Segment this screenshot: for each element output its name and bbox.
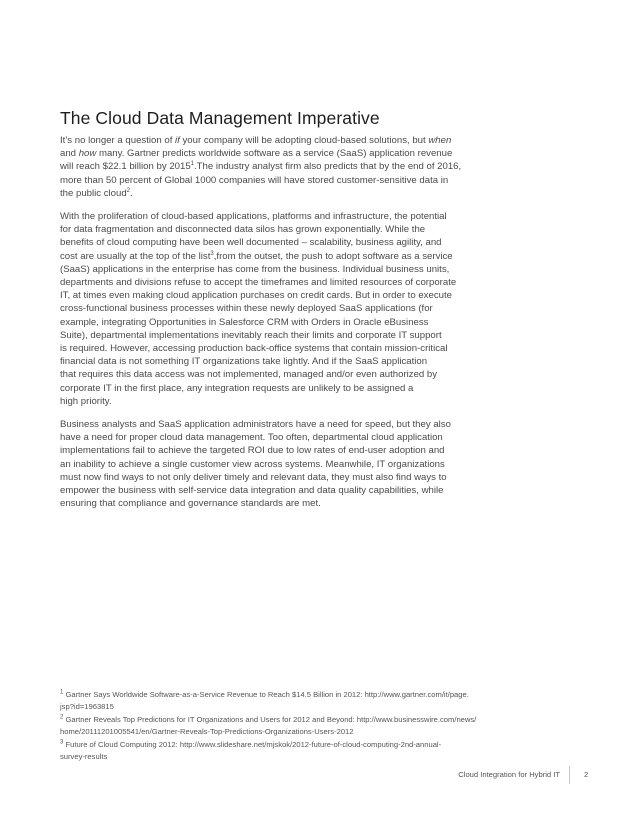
body-text [60,134,500,520]
footnote-ref: 1 [190,161,195,168]
text-line: ensuring that compliance and governance standards are met. [60,498,321,510]
footnote-marker: 2 [60,714,64,721]
text-line: and how many. Gartner predicts worldwide software as a service (SaaS) application revenue [60,148,453,160]
text-line: will reach $22.1 billion by 2015$^1$.The industry analyst firm also predicts that by the end of 2016, [60,161,462,173]
text-line: more than 50 percent of Global 1000 companies will have stored customer-sensitive data in [60,174,449,186]
text-line: is required. However, accessing production back-office systems that contain mission-critical [60,343,448,355]
text-line: corporate IT in the first place, any integration requests are unlikely to be assigned a [60,382,414,394]
paragraph-3 [60,418,500,510]
paragraph-2 [60,210,500,408]
footnote-ref: 3 [210,250,214,257]
text-line: departments and divisions refuse to accept the timeframes and limited resources of corporate [60,277,457,289]
footnote-2 [60,714,520,738]
footer-label: Cloud Integration for Hybrid IT [458,770,560,779]
footnote-ref: 2 [126,187,131,194]
text-line: empower the business with self-service data integration and data quality capabilities, while [60,485,444,497]
footnote-3 [60,739,520,763]
text-line: for data fragmentation and disconnected data silos has grown exponentially. While the [60,224,426,236]
footnote-line: $^1$ Gartner Says Worldwide Software-as-a-Service Revenue to Reach $14.5 Billion in 2012: http://www.gartner.com/it/page. [60,689,469,699]
footnote-marker: 3 [60,739,64,746]
text-line: implementations fail to achieve the targeted ROI due to low rates of end-user adoption and [60,445,445,457]
text-line: that requires this data access was not implemented, managed and/or even authorized by [60,369,438,381]
text-line: benefits of cloud computing have been well documented – scalability, business agility, and [60,237,442,249]
text-line: Business analysts and SaaS application administrators have a need for speed, but they also [60,419,451,431]
footnote-line: home/20111201005541/en/Gartner-Reveals-Top-Predictions-Organizations-Users-2012 [60,727,354,736]
text-line: With the proliferation of cloud-based applications, platforms and infrastructure, the potential [60,211,447,223]
text-line: cost are usually at the top of the list$^3$,from the outset, the push to adopt software as a service [60,250,453,262]
text-line: It’s no longer a question of if your company will be adopting cloud-based solutions, but when [60,135,452,146]
text-line: high priority. [60,395,112,407]
footnote-line: $^2$ Gartner Reveals Top Predictions for IT Organizations and Users for 2012 and Beyond: http://www.businesswire.com/news/ [60,714,477,724]
page-title: The Cloud Data Management Imperative [60,108,380,128]
footnote-line: survey-results [60,752,108,761]
footnote-marker: 1 [60,689,64,696]
text-line: cross-functional business processes within these newly deployed SaaS applications (for [60,303,433,315]
paragraph-1 [60,134,500,200]
text-line: example, integrating Opportunities in Salesforce CRM with Orders in Oracle eBusiness [60,316,429,328]
footnote-line: jsp?id=1963815 [60,702,114,711]
text-line: (SaaS) applications in the enterprise has come from the business. Individual business units, [60,263,450,275]
text-line: must now find ways to not only deliver timely and relevant data, they must also find ways to [60,471,447,483]
text-line: financial data is not something IT organizations take lightly. And if the SaaS application [60,356,428,368]
text-line: IT, at times even making cloud application purchases on credit cards. But in order to execute [60,290,452,302]
text-line: an inability to achieve a single customer view across systems. Meanwhile, IT organizations [60,458,445,470]
footnote-1 [60,689,520,713]
page-number: 2 [584,770,589,779]
text-line: Suite), departmental implementations inevitably reach their limits and corporate IT support [60,329,442,341]
footer-divider [569,766,570,784]
text-line: the public cloud$^2$. [60,187,133,199]
text-line: have a need for proper cloud data management. Too often, departmental cloud application [60,432,443,444]
footnote-line: $^3$ Future of Cloud Computing 2012: http://www.slideshare.net/mjskok/2012-future-of-cloud-computing-2nd-annual- [60,739,442,749]
